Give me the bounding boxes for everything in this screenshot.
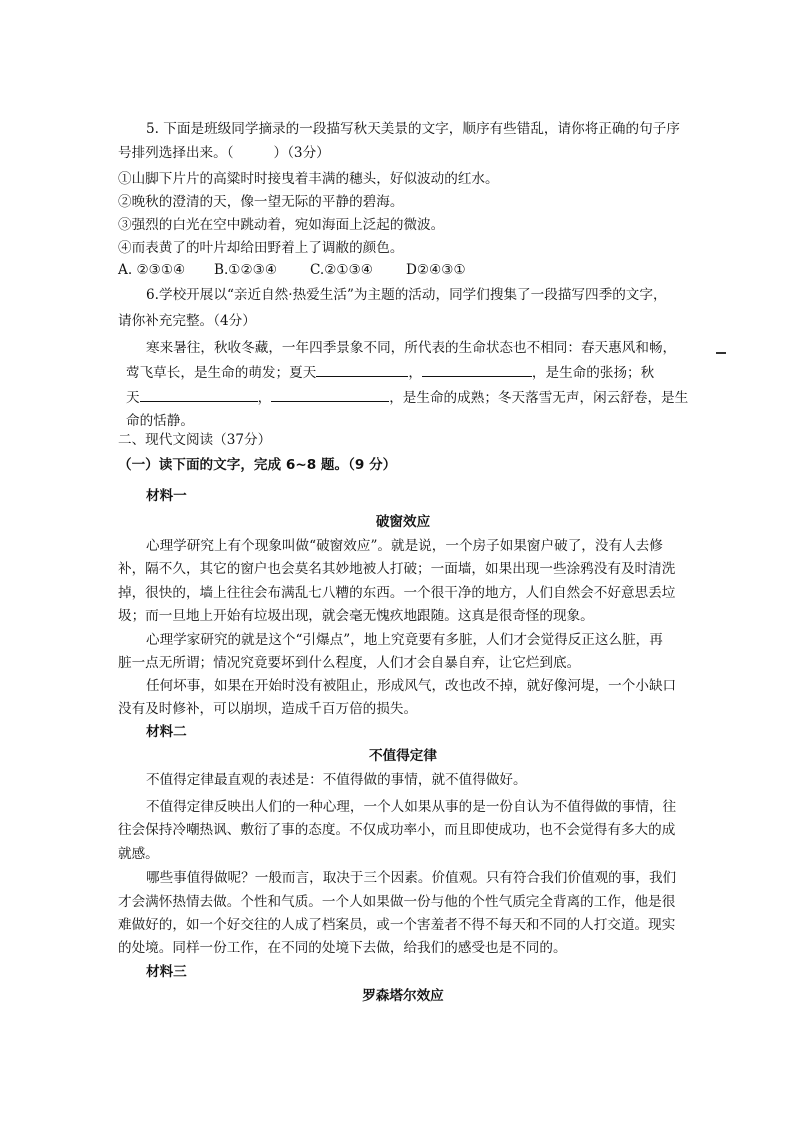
q6-text-e: ，: [257, 390, 272, 406]
scan-mark: [716, 352, 726, 354]
q5-item-1: ①山脚下片片的高粱时时接曳着丰满的穗头，好似波动的红水。: [118, 171, 499, 187]
material-3-title: 罗森塔尔效应: [362, 988, 444, 1004]
q5-stem-line-1: 5. 下面是班级同学摘录的一段描写秋天美景的文字，顺序有些错乱，请你将正确的句子序: [146, 121, 680, 137]
q6-passage-line-4: 命的恬静。: [126, 413, 194, 429]
q5-item-2: ②晚秋的澄清的天，像一望无际的平静的碧海。: [118, 194, 404, 210]
q6-text-b: ，: [408, 365, 422, 381]
q6-text-f: ，是生命的成熟；冬天落雪无声，闲云舒卷，是生: [389, 390, 689, 406]
q6-blank-4[interactable]: [271, 387, 389, 402]
m2-line: 不值得定律反映出人们的一种心理，一个人如果从事的是一份自认为不值得做的事情，往: [146, 799, 677, 815]
q5-option-c: C.②①③④: [310, 262, 373, 278]
q6-text-a: 莺飞草长，是生命的萌发；夏天: [126, 365, 317, 381]
material-2-label: 材料二: [146, 724, 187, 740]
q5-stem-line-2: [118, 143, 330, 163]
m2-line: 哪些事值得做呢？一般而言，取决于三个因素。价值观。只有符合我们价值观的事，我们: [146, 870, 677, 886]
q6-blank-2[interactable]: [422, 362, 532, 377]
m1-line: 补，隔不久，其它的窗户也会莫名其妙地被人打破；一面墙，如果出现一些涂鸦没有及时清洗: [118, 561, 676, 577]
q6-text-c: ，是生命的张扬；秋: [531, 365, 655, 381]
m2-line: 的处境。同样一份工作，在不同的处境下去做，给我们的感受也是不同的。: [118, 940, 567, 956]
q6-stem-line-2: 请你补充完整。（4分）: [118, 313, 256, 329]
q5-options: [118, 260, 502, 280]
q6-stem-line-1: 6.学校开展以“亲近自然·热爱生活”为主题的活动，同学们搜集了一段描写四季的文字，: [146, 287, 667, 303]
q6-passage-line-3: [126, 387, 688, 408]
m2-line: 就感。: [118, 846, 159, 862]
m1-line: 心理学家研究的就是这个“引爆点”，地上究竟要有多脏，人们才会觉得反正这么脏，再: [146, 632, 663, 648]
material-3-label: 材料三: [146, 964, 187, 980]
section-title: 二、现代文阅读（37分）: [118, 432, 272, 448]
q5-option-b: B.①②③④: [214, 262, 278, 278]
q6-blank-3[interactable]: [140, 387, 258, 402]
m2-line: 不值得定律最直观的表述是：不值得做的事情，就不值得做好。: [146, 772, 527, 788]
q5-item-3: ③强烈的白光在空中跳动着，宛如海面上泛起的微波。: [118, 217, 445, 233]
q6-blank-1[interactable]: [316, 362, 408, 377]
q6-passage-line-2: [126, 362, 654, 383]
m1-line: 任何坏事，如果在开始时没有被阻止，形成风气，改也改不掉，就好像河堤，一个小缺口: [146, 678, 677, 694]
m1-line: 脏一点无所谓；情况究竟要坏到什么程度，人们才会自暴自弃，让它烂到底。: [118, 655, 581, 671]
q5-option-a: A. ②③①④: [118, 262, 186, 278]
material-1-title: 破窗效应: [375, 514, 431, 530]
m1-line: 心理学研究上有个现象叫做“破窗效应”。就是说，一个房子如果窗户破了，没有人去修: [146, 538, 663, 554]
q5-option-d: D②④③①: [406, 262, 466, 278]
m2-line: 才会满怀热情去做。个性和气质。一个人如果做一份与他的个性气质完全背离的工作，他是很: [118, 894, 676, 910]
q6-passage-line-1: 寒来暑往，秋收冬藏，一年四季景象不同，所代表的生命状态也不相同：春天惠风和畅，: [146, 340, 677, 356]
m2-line: 往会保持冷嘲热讽、敷衍了事的态度。不仅成功率小，而且即使成功，也不会觉得有多大的成: [118, 822, 676, 838]
m1-line: 没有及时修补，可以崩坝，造成千百万倍的损失。: [118, 701, 418, 717]
m1-line: 掉，很快的，墙上往往会布满乱七八糟的东西。一个很干净的地方，人们自然会不好意思丢垃: [118, 585, 676, 601]
q6-text-d: 天: [126, 390, 140, 406]
material-1-label: 材料一: [146, 488, 187, 504]
material-2-title: 不值得定律: [369, 748, 437, 764]
m1-line: 圾；而一旦地上开始有垃圾出现，就会毫无愧疚地跟随。这真是很奇怪的现象。: [118, 608, 594, 624]
section-subtitle: （一）读下面的文字，完成 6~8 题。（9 分）: [118, 457, 397, 473]
m2-line: 难做好的，如一个好交往的人成了档案员，或一个害羞者不得不每天和不同的人打交道。现实: [118, 917, 676, 933]
q5-stem-start: 号排列选择出来。（: [118, 145, 234, 161]
q5-stem-end: ）（3分）: [273, 145, 330, 161]
q5-item-4: ④而表黄了的叶片却给田野着上了调敝的颜色。: [118, 240, 404, 256]
